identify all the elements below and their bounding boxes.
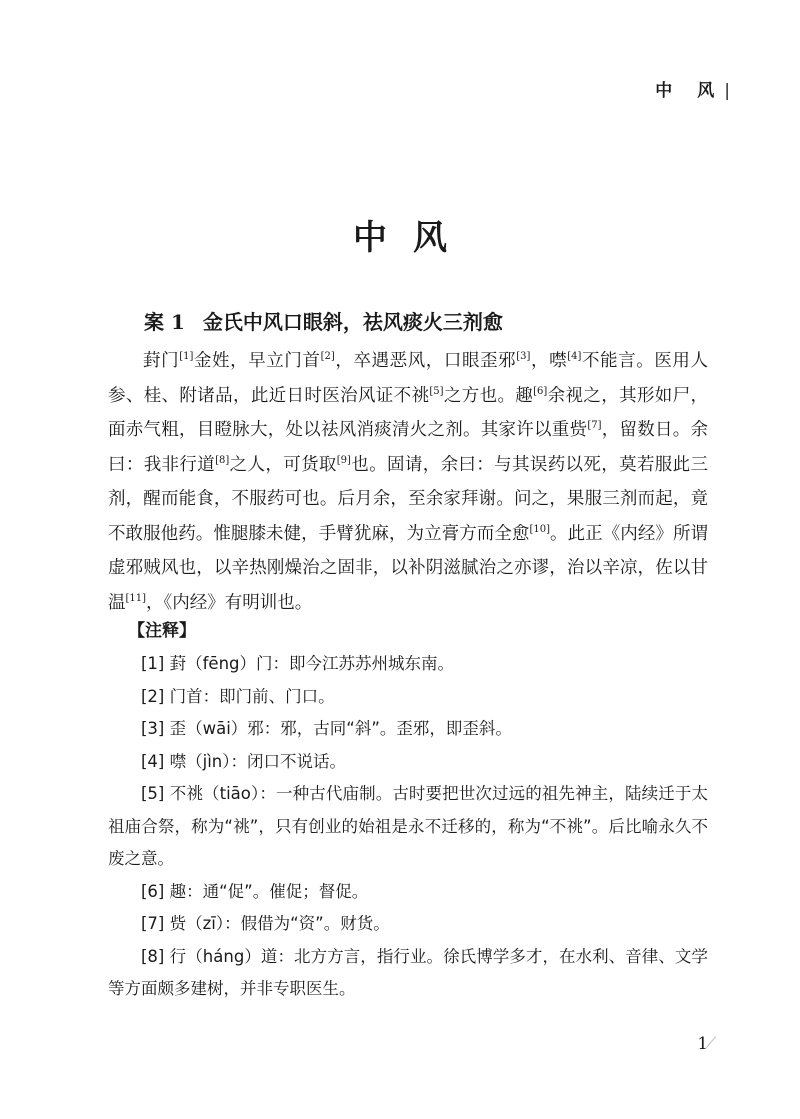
footnote-ref: [1]: [179, 351, 194, 363]
note-item: [1] 葑（fēng）门：即今江苏苏州城东南。: [141, 654, 455, 673]
case-body-text: [108, 344, 708, 620]
footnote-ref: [11]: [125, 592, 147, 604]
note-item: [6] 趣：通“促”。催促；督促。: [141, 881, 369, 901]
note-item: [7] 赀（zī）：假借为“资”。财货。: [141, 914, 390, 933]
chapter-title: 中风: [353, 218, 473, 258]
footnote-ref: [6]: [533, 385, 548, 397]
footnote-ref: [5]: [429, 385, 444, 397]
note-item: [5] 不祧（tiāo）：一种古代庙制。古时要把世次过远的祖先神主，陆续迁于太祖庙合祭，称为“祧”，只有创业的始祖是永不迁移的，称为“不祧”。后比喻永久不废之意。: [108, 784, 708, 868]
page-number: [697, 1034, 712, 1054]
note-item: [3] 歪（wāi）邪：邪，古同“斜”。歪邪，即歪斜。: [141, 719, 512, 738]
notes-title: 【注释】: [128, 621, 196, 641]
case-heading: [144, 306, 503, 335]
page-number-value: 1: [697, 1034, 709, 1054]
note-item: [2] 门首：即门前、门口。: [141, 686, 335, 706]
running-head: [655, 76, 730, 101]
footnote-ref: [8]: [215, 454, 230, 466]
note-item: [4] 噤（jìn）：闭口不说话。: [141, 751, 346, 771]
footnote-ref: [3]: [516, 351, 531, 363]
footnote-ref: [7]: [587, 420, 602, 432]
footnote-ref: [2]: [320, 351, 335, 363]
running-head-text: 中 风: [655, 81, 719, 101]
footnote-ref: [9]: [336, 454, 351, 466]
notes-list: [108, 648, 708, 1006]
case-paragraph: 葑门[1]金姓，早立门首[2]，卒遇恶风，口眼歪邪[3]，噤[4]不能言。医用人参、桂、附诸品，此近日时医治风证不祧[5]之方也。趣[6]余视之，其形如尸，面赤气粗，目瞪脉大，处以祛风消痰清火之剂。其家许以重赀[7]，留数日。余曰：我非行道[8]之人，可货取[9]也。固请，余曰：与其误药以死，莫若服此三剂，醒而能食，不服药可也。后月余，至余家拜谢。问之，果服三剂而起，竟不敢服他药。惟腿膝未健，手臂犹麻，为立膏方而全愈[10]。此正《内经》所谓虚邪贼风也，以辛热刚燥治之固非，以补阴滋腻治之亦谬，治以辛凉，佐以甘温[11]，《内经》有明训也。: [108, 351, 709, 613]
note-item: [8] 行（háng）道：北方方言，指行业。徐氏博学多才，在水利、音律、文学等方面颇多建树，并非专职医生。: [108, 946, 708, 998]
page-corner-mark-icon: ⁄: [709, 1034, 712, 1054]
case-number: 案 1: [144, 310, 185, 334]
case-title: 金氏中风口眼斜，祛风痰火三剂愈: [202, 310, 503, 334]
running-head-bar: |: [724, 81, 730, 101]
footnote-ref: [4]: [567, 351, 582, 363]
footnote-ref: [10]: [529, 523, 550, 535]
